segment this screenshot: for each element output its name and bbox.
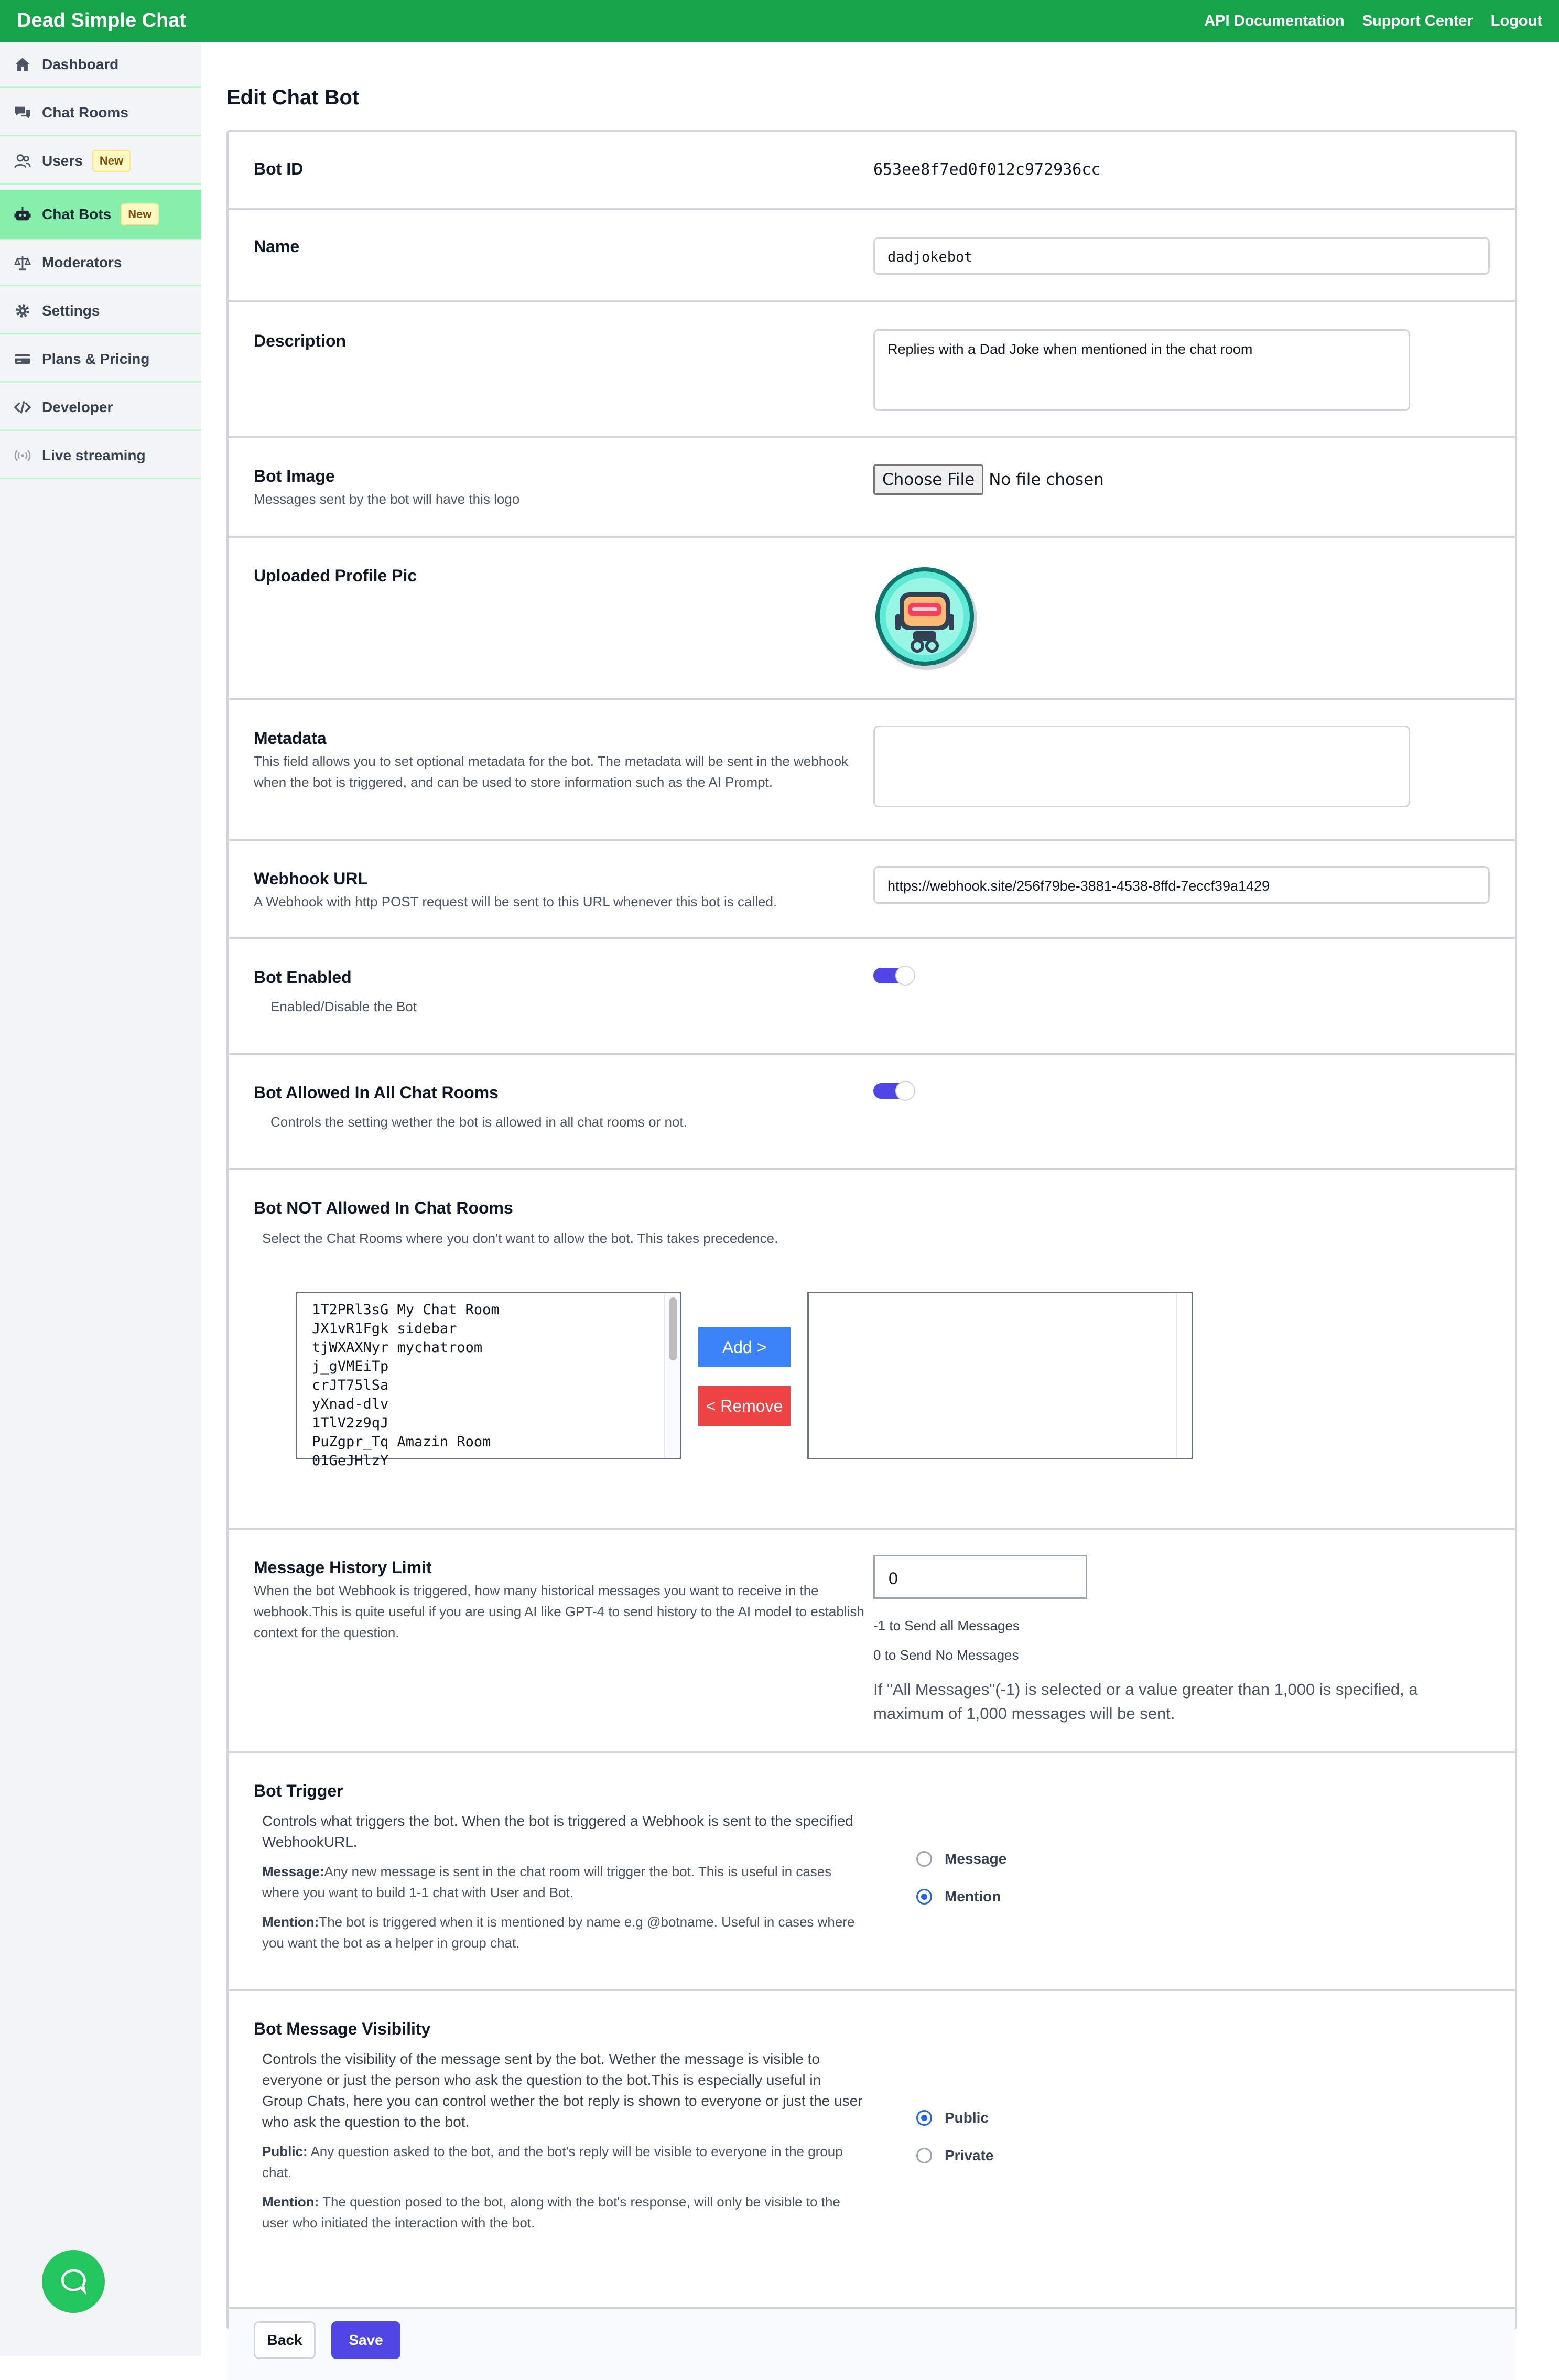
sidebar-item-label: Developer	[42, 398, 113, 415]
sidebar-item-label: Dashboard	[42, 56, 119, 72]
trigger-message-title: Message:	[262, 1864, 324, 1879]
sidebar-item-plans[interactable]	[0, 337, 201, 383]
page-title: Edit Chat Bot	[226, 86, 360, 109]
allowed-all-toggle[interactable]	[873, 1080, 914, 1101]
list-item[interactable]: JX1vR1Fgk sidebar	[312, 1321, 457, 1337]
sidebar-item-dashboard[interactable]	[0, 42, 201, 88]
bot-enabled-toggle[interactable]	[873, 965, 914, 986]
visibility-row	[229, 1991, 1515, 2309]
file-picker	[873, 464, 1104, 495]
support-chat-button[interactable]	[42, 2250, 105, 2313]
sidebar-item-developer[interactable]	[0, 385, 201, 431]
not-allowed-label: Bot NOT Allowed In Chat Rooms	[254, 1198, 513, 1217]
sidebar	[0, 42, 201, 2356]
uploaded-pic-row	[229, 538, 1515, 700]
visibility-help-block	[262, 2049, 865, 2242]
card-icon	[14, 350, 31, 368]
trigger-message-desc: Any new message is sent in the chat room will trigger the bot. This is useful in cases where you want to build 1-1 chat with User and Bot.	[262, 1864, 832, 1900]
uploaded-pic-label: Uploaded Profile Pic	[254, 566, 417, 585]
name-label: Name	[254, 237, 300, 256]
radio-label: Public	[945, 2109, 989, 2126]
radio-label: Message	[945, 1851, 1007, 1867]
visibility-public-title: Public:	[262, 2144, 308, 2159]
list-item[interactable]: 01GeJHlzY	[312, 1453, 389, 1469]
sidebar-item-label: Chat Bots	[42, 205, 112, 222]
chat-bubble-icon	[59, 2267, 88, 2296]
name-row	[229, 210, 1515, 302]
history-note-all: -1 to Send all Messages	[873, 1618, 1020, 1633]
allowed-all-label: Bot Allowed In All Chat Rooms	[254, 1083, 499, 1102]
trigger-label: Bot Trigger	[254, 1781, 343, 1800]
add-room-button[interactable]: Add >	[698, 1327, 791, 1367]
metadata-label: Metadata	[254, 729, 327, 748]
history-help: When the bot Webhook is triggered, how many historical messages you want to receive in the webhook.This is quite useful if you are using AI like GPT-4 to send history to the AI model to establish context for the question.	[254, 1583, 864, 1640]
webhook-help: A Webhook with http POST request will be sent to this URL whenever this bot is called.	[254, 894, 777, 910]
description-label: Description	[254, 331, 347, 350]
history-label: Message History Limit	[254, 1558, 432, 1577]
sidebar-item-label: Users	[42, 152, 83, 169]
trigger-row	[229, 1753, 1515, 1991]
brand-logo[interactable]: Dead Simple Chat	[17, 9, 187, 31]
radio-label: Mention	[945, 1888, 1001, 1905]
list-item[interactable]: PuZgpr_Tq Amazin Room	[312, 1434, 491, 1450]
history-limit-input[interactable]: 0	[873, 1555, 1087, 1599]
sidebar-item-moderators[interactable]	[0, 240, 201, 286]
header-links	[1204, 13, 1542, 30]
radio-mention[interactable]	[916, 1889, 932, 1905]
chat-icon	[14, 104, 31, 122]
list-scrollbar[interactable]	[1176, 1293, 1192, 1458]
allowed-all-row	[229, 1055, 1515, 1170]
history-note-max: If "All Messages"(-1) is selected or a value greater than 1,000 is specified, a maximum of 1,000 messages will be sent.	[873, 1680, 1418, 1723]
robot-avatar-icon	[873, 565, 978, 670]
name-input[interactable]: dadjokebot	[873, 237, 1490, 275]
choose-file-button[interactable]: Choose File	[873, 464, 983, 495]
sidebar-item-label: Chat Rooms	[42, 104, 128, 121]
metadata-help: This field allows you to set optional metadata for the bot. The metadata will be sent in the webhook when the bot is triggered, and can be used to store information such as the AI Prompt.	[254, 753, 849, 790]
metadata-textarea[interactable]	[873, 726, 1410, 807]
save-button[interactable]: Save	[331, 2321, 400, 2359]
bot-id-label: Bot ID	[254, 159, 304, 178]
bot-enabled-help: Enabled/Disable the Bot	[270, 999, 417, 1014]
trigger-option-mention[interactable]	[916, 1888, 1001, 1905]
trigger-mention-title: Mention:	[262, 1914, 319, 1930]
bot-enabled-label: Bot Enabled	[254, 968, 352, 987]
webhook-url-input[interactable]: https://webhook.site/256f79be-3881-4538-8ffd-7eccf39a1429	[873, 866, 1490, 904]
form-footer	[229, 2309, 1515, 2380]
trigger-help-block	[262, 1811, 865, 1962]
description-row	[229, 302, 1515, 438]
visibility-option-private[interactable]	[916, 2147, 993, 2164]
sidebar-item-settings[interactable]	[0, 288, 201, 334]
visibility-option-public[interactable]	[916, 2109, 989, 2126]
trigger-option-message[interactable]	[916, 1851, 1006, 1867]
broadcast-icon	[14, 447, 31, 464]
back-button[interactable]: Back	[254, 2321, 316, 2359]
new-badge: New	[121, 203, 159, 225]
logout-link[interactable]: Logout	[1490, 13, 1542, 29]
radio-public[interactable]	[916, 2110, 932, 2126]
main-content	[201, 42, 1559, 2356]
radio-label: Private	[945, 2147, 994, 2163]
home-icon	[14, 56, 31, 73]
bot-image-help: Messages sent by the bot will have this logo	[254, 491, 520, 507]
trigger-mention-desc: The bot is triggered when it is mentioned by name e.g @botname. Useful in cases where you want the bot as a helper in group chat.	[262, 1914, 855, 1951]
bot-id-value: 653ee8f7ed0f012c972936cc	[873, 160, 1101, 179]
new-badge: New	[92, 150, 131, 172]
api-docs-link[interactable]: API Documentation	[1204, 13, 1345, 29]
webhook-row	[229, 841, 1515, 939]
radio-private[interactable]	[916, 2148, 932, 2163]
visibility-help: Controls the visibility of the message sent by the bot. Wether the message is visible to everyone or just the person who ask the question to the bot.This is especially useful in Group Chats, here you can control wether the bot reply is shown to everyone or just the user who ask the question to the bot.	[262, 2051, 863, 2130]
top-bar	[0, 0, 1559, 42]
users-icon	[14, 152, 31, 170]
list-item[interactable]: 1T2PRl3sG My Chat Room	[312, 1302, 500, 1318]
not-allowed-row	[229, 1170, 1515, 1530]
sidebar-item-label: Live streaming	[42, 447, 146, 463]
file-status: No file chosen	[989, 470, 1104, 489]
metadata-row	[229, 700, 1515, 841]
bot-id-row	[229, 132, 1515, 210]
sidebar-item-chat-rooms[interactable]	[0, 90, 201, 136]
allowed-all-help: Controls the setting wether the bot is allowed in all chat rooms or not.	[270, 1114, 687, 1130]
webhook-label: Webhook URL	[254, 869, 369, 888]
list-item[interactable]: j_gVMEiTp	[312, 1358, 389, 1375]
list-item[interactable]: 1TlV2z9qJ	[312, 1415, 389, 1431]
profile-pic	[873, 565, 978, 670]
description-textarea[interactable]: Replies with a Dad Joke when mentioned in the chat room	[873, 329, 1410, 411]
bot-image-row	[229, 438, 1515, 538]
list-item[interactable]: crJT75lSa	[312, 1377, 389, 1393]
sidebar-item-label: Moderators	[42, 254, 122, 271]
history-note-none: 0 to Send No Messages	[873, 1647, 1019, 1663]
available-rooms-list[interactable]	[296, 1292, 681, 1469]
visibility-public-desc: Any question asked to the bot, and the bot's reply will be visible to everyone in the group chat.	[262, 2144, 843, 2180]
robot-icon	[14, 205, 31, 223]
bot-image-label: Bot Image	[254, 467, 335, 485]
list-scrollbar[interactable]	[664, 1293, 680, 1458]
remove-room-button[interactable]: < Remove	[698, 1386, 791, 1426]
blocked-rooms-list[interactable]	[807, 1292, 1193, 1459]
code-icon	[14, 398, 31, 416]
not-allowed-help: Select the Chat Rooms where you don't want to allow the bot. This takes precedence.	[262, 1230, 778, 1246]
scale-icon	[14, 254, 31, 272]
sidebar-item-chat-bots[interactable]	[0, 190, 201, 240]
visibility-mention-title: Mention:	[262, 2194, 319, 2210]
history-row	[229, 1530, 1515, 1753]
gear-icon	[14, 302, 31, 320]
radio-message[interactable]	[916, 1851, 932, 1867]
trigger-help: Controls what triggers the bot. When the bot is triggered a Webhook is sent to the specified WebhookURL.	[262, 1813, 853, 1850]
visibility-mention-desc: The question posed to the bot, along with the bot's response, will only be visible to the user who initiated the interaction with the bot.	[262, 2194, 840, 2231]
visibility-label: Bot Message Visibility	[254, 2019, 431, 2038]
list-item[interactable]: tjWXAXNyr mychatroom	[312, 1339, 483, 1356]
edit-bot-form	[226, 130, 1517, 2348]
sidebar-item-live-streaming[interactable]	[0, 433, 201, 479]
sidebar-item-users[interactable]	[0, 138, 201, 185]
bot-enabled-row	[229, 939, 1515, 1055]
list-item[interactable]: yXnad-dlv	[312, 1396, 389, 1412]
support-center-link[interactable]: Support Center	[1362, 13, 1473, 29]
sidebar-item-label: Settings	[42, 302, 100, 319]
sidebar-item-label: Plans & Pricing	[42, 350, 150, 367]
